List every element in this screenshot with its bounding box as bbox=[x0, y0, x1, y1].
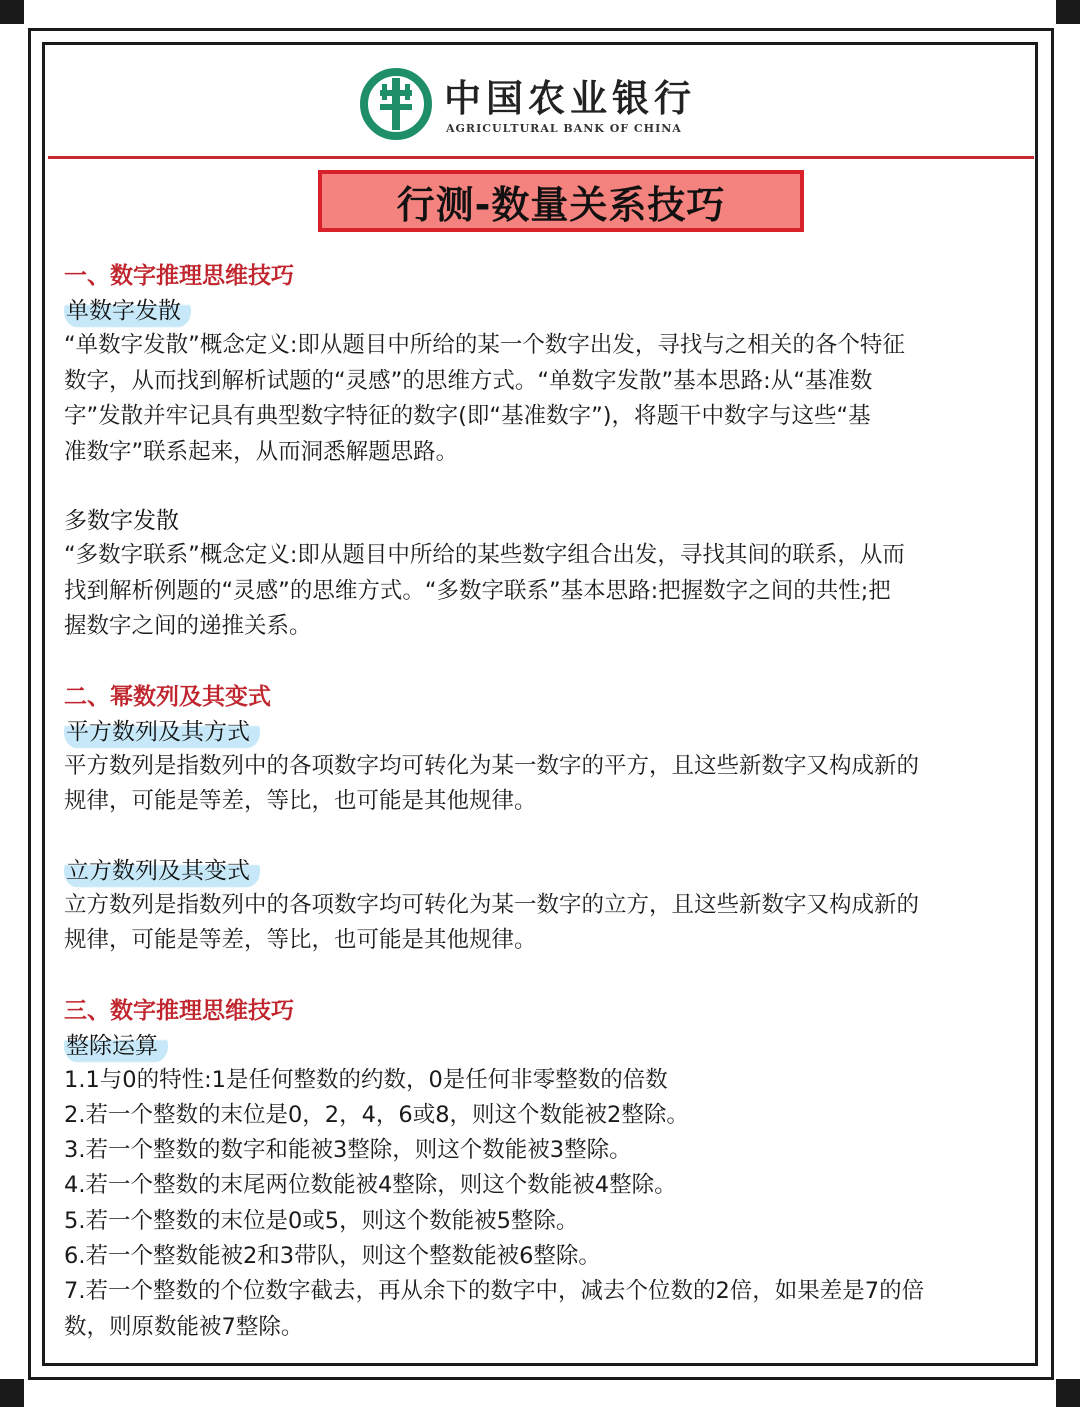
corner-bottom-right bbox=[1056, 1379, 1080, 1407]
section-heading-3: 三、数字推理思维技巧 bbox=[64, 997, 294, 1024]
paragraph-single-digit bbox=[64, 328, 1030, 470]
subheading-multi-digit: 多数字发散 bbox=[64, 508, 179, 534]
list-item: 1.1与0的特性:1是任何整数的约数，0是任何非零整数的倍数 bbox=[64, 1066, 668, 1093]
list-item: 4.若一个整数的末尾两位数能被4整除，则这个数能被4整除。 bbox=[64, 1172, 677, 1199]
list-item: 3.若一个整数的数字和能被3整除，则这个数能被3整除。 bbox=[64, 1137, 632, 1164]
corner-top-right bbox=[1056, 0, 1080, 24]
list-item: 2.若一个整数的末位是0，2，4，6或8，则这个数能被2整除。 bbox=[64, 1101, 689, 1128]
subheading-single-digit: 单数字发散 bbox=[64, 294, 191, 328]
list-item: 6.若一个整数能被2和3带队，则这个整数能被6整除。 bbox=[64, 1242, 601, 1269]
text-line: “单数字发散”概念定义:即从题目中所给的某一个数字出发，寻找与之相关的各个特征 bbox=[64, 332, 905, 358]
content-body bbox=[64, 258, 1030, 1345]
bank-name-en: AGRICULTURAL BANK OF CHINA bbox=[446, 122, 682, 135]
text-line: 规律，可能是等差，等比，也可能是其他规律。 bbox=[64, 788, 537, 814]
text-line: “多数字联系”概念定义:即从题目中所给的某些数字组合出发，寻找其间的联系，从而 bbox=[64, 542, 905, 568]
text-line: 立方数列是指数列中的各项数字均可转化为某一数字的立方，且这些新数字又构成新的 bbox=[64, 891, 920, 918]
bank-header bbox=[360, 66, 720, 142]
paragraph-cube-sequence bbox=[64, 888, 1030, 959]
subheading-divisibility: 整除运算 bbox=[64, 1029, 168, 1063]
bank-name-cn: 中国农业银行 bbox=[444, 76, 696, 120]
text-line: 准数字”联系起来，从而洞悉解题思路。 bbox=[64, 438, 459, 465]
text-line: 字”发散并牢记具有典型数字特征的数字(即“基准数字”)，将题干中数字与这些“基 bbox=[64, 403, 871, 429]
section-heading-1: 一、数字推理思维技巧 bbox=[64, 263, 294, 289]
subheading-cube-sequence: 立方数列及其变式 bbox=[64, 854, 260, 888]
list-item: 数，则原数能被7整除。 bbox=[64, 1313, 304, 1340]
list-item: 7.若一个整数的个位数字截去，再从余下的数字中，减去个位数的2倍，如果差是7的倍 bbox=[64, 1278, 925, 1305]
text-line: 规律，可能是等差，等比，也可能是其他规律。 bbox=[64, 927, 537, 953]
page-title: 行测-数量关系技巧 bbox=[396, 182, 726, 227]
list-item: 5.若一个整数的末位是0或5，则这个数能被5整除。 bbox=[64, 1207, 579, 1234]
text-line: 平方数列是指数列中的各项数字均可转化为某一数字的平方，且这些新数字又构成新的 bbox=[64, 752, 920, 779]
text-line: 握数字之间的递推关系。 bbox=[64, 613, 312, 639]
text-line: 数字，从而找到解析试题的“灵感”的思维方式。“单数字发散”基本思路:从“基准数 bbox=[64, 367, 873, 394]
header-divider bbox=[48, 156, 1034, 159]
title-banner bbox=[318, 170, 804, 232]
paragraph-multi-digit bbox=[64, 538, 1030, 645]
divisibility-rules-list bbox=[64, 1063, 1030, 1345]
subheading-square-sequence: 平方数列及其方式 bbox=[64, 715, 260, 749]
corner-bottom-left bbox=[0, 1379, 24, 1407]
section-heading-2: 二、幂数列及其变式 bbox=[64, 683, 271, 710]
text-line: 找到解析例题的“灵感”的思维方式。“多数字联系”基本思路:把握数字之间的共性;把 bbox=[64, 577, 891, 604]
paragraph-square-sequence bbox=[64, 749, 1030, 820]
bank-logo-icon bbox=[360, 68, 432, 140]
corner-top-left bbox=[0, 0, 24, 24]
